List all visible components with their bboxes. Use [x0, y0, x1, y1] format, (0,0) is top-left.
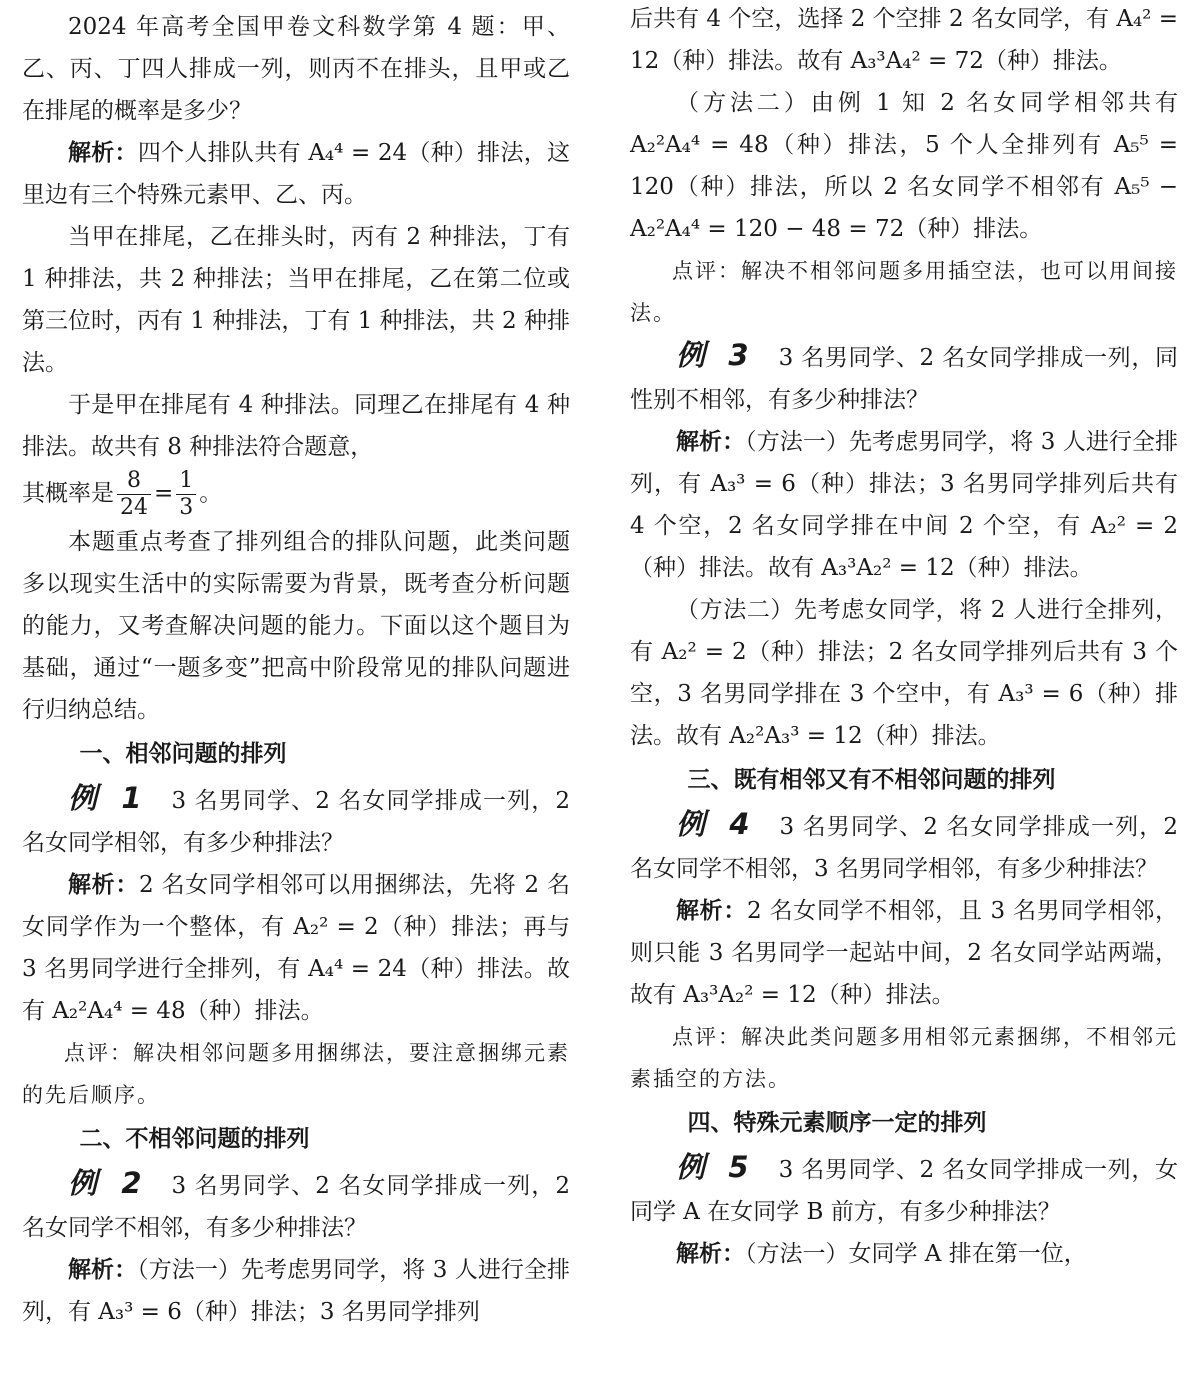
summary-paragraph: 本题重点考查了排列组合的排队问题，此类问题多以现实生活中的实际需要为背景，既考查分析问题的能力，又考查解决问题的能力。下面以这个题目为基础，通过“一题多变”把高中阶段常见的排队问题进行归纳总结。 — [22, 529, 570, 723]
example-text: 3 名男同学、2 名女同学排成一列，同性别不相邻，有多少种排法？ — [630, 345, 1178, 413]
section-heading-4: 四、特殊元素顺序一定的排列 — [687, 1110, 987, 1136]
solution-text: 2 名女同学不相邻，且 3 名男同学相邻，则只能 3 名男同学一起站中间，2 名女同学站两端，故有 A₃³A₂² = 12（种）排法。 — [630, 898, 1179, 1008]
solution-paragraph — [22, 132, 570, 216]
count-paragraph: 于是甲在排尾有 4 种排法。同理乙在排尾有 4 种排法。故共有 8 种排法符合题意， — [22, 392, 570, 460]
section-heading-3: 三、既有相邻又有不相邻问题的排列 — [687, 767, 1056, 793]
probability-line — [22, 468, 570, 521]
equals-sign: = — [154, 480, 174, 507]
example-title: 例 4 — [676, 807, 756, 841]
example-title: 例 1 — [68, 781, 148, 815]
example-text: 3 名男同学、2 名女同学排成一列，女同学 A 在女同学 B 前方，有多少种排法？ — [630, 1157, 1178, 1225]
solution-lead: 解析： — [68, 140, 138, 166]
example-1-note: 点评：解决相邻问题多用捆绑法，要注意捆绑元素的先后顺序。 — [22, 1041, 570, 1107]
left-column — [22, 6, 570, 1387]
example-2-solution — [22, 1249, 570, 1333]
example-text: 3 名男同学、2 名女同学排成一列，2 名女同学相邻，有多少种排法？ — [22, 788, 570, 856]
fraction-numerator: 8 — [117, 468, 151, 495]
example-title: 例 5 — [676, 1150, 755, 1184]
solution-lead: 解析： — [676, 1241, 745, 1267]
example-text: 3 名男同学、2 名女同学排成一列，2 名女同学不相邻，3 名男同学相邻，有多少种排法？ — [630, 814, 1178, 882]
example-4-solution — [630, 890, 1178, 1016]
example-title: 例 3 — [676, 338, 755, 372]
solution-lead: 解析： — [676, 898, 747, 924]
section-heading-2: 二、不相邻问题的排列 — [79, 1126, 310, 1152]
problem-paragraph: 2024 年高考全国甲卷文科数学第 4 题：甲、乙、丙、丁四人排成一列，则丙不在排头，且甲或乙在排尾的概率是多少？ — [22, 14, 570, 124]
fraction-1-over-3 — [176, 468, 196, 521]
example-5 — [630, 1146, 1178, 1233]
solution-text: （方法一）女同学 A 排在第一位， — [745, 1241, 1087, 1267]
example-title: 例 2 — [68, 1166, 148, 1200]
example-text: 3 名男同学、2 名女同学排成一列，2 名女同学不相邻，有多少种排法？ — [22, 1173, 570, 1241]
example-3 — [630, 334, 1178, 421]
right-column — [630, 0, 1178, 1387]
example-3-method-two: （方法二）先考虑女同学，将 2 人进行全排列，有 A₂² = 2（种）排法；2 名女同学排列后共有 3 个空，3 名男同学排在 3 个空中，有 A₃³ = 6（种）排法。故有 A₂²A₃³ = 12（种）排法。 — [630, 597, 1178, 749]
solution-text: 2 名女同学相邻可以用捆绑法，先将 2 名女同学作为一个整体，有 A₂² = 2（种）排法；再与 3 名男同学进行全排列，有 A₄⁴ = 24（种）排法。故有 A₂²A₄⁴ = 48（种）排法。 — [22, 872, 571, 1024]
solution-text: 四个人排队共有 A₄⁴ = 24（种）排法，这里边有三个特殊元素甲、乙、丙。 — [22, 140, 570, 208]
example-3-solution — [630, 421, 1178, 589]
probability-prefix: 其概率是 — [22, 480, 114, 507]
fraction-denominator: 3 — [179, 495, 194, 520]
example-1 — [22, 777, 570, 864]
solution-lead: 解析： — [68, 872, 139, 898]
method-two-paragraph: （方法二）由例 1 知 2 名女同学相邻共有 A₂²A₄⁴ = 48（种）排法，5 个人全排列有 A₅⁵ = 120（种）排法，所以 2 名女同学不相邻有 A₅⁵ − A₂²A₄⁴ = 120 − 48 = 72（种）排法。 — [630, 90, 1178, 242]
example-4 — [630, 803, 1178, 890]
example-2 — [22, 1162, 570, 1249]
fraction-8-over-24 — [117, 468, 151, 521]
solution-text: （方法一）先考虑男同学，将 3 人进行全排列，有 A₃³ = 6（种）排法；3 名男同学排列 — [22, 1257, 570, 1325]
case-paragraph: 当甲在排尾，乙在排头时，丙有 2 种排法，丁有 1 种排法，共 2 种排法；当甲在排尾，乙在第二位或第三位时，丙有 1 种排法，丁有 1 种排法，共 2 种排法。 — [22, 224, 570, 376]
continued-paragraph: 后共有 4 个空，选择 2 个空排 2 名女同学，有 A₄² = 12（种）排法。故有 A₃³A₄² = 72（种）排法。 — [630, 6, 1178, 74]
section-heading-1: 一、相邻问题的排列 — [79, 741, 287, 767]
example-1-solution — [22, 864, 570, 1032]
fraction-denominator: 24 — [120, 495, 148, 520]
fraction-numerator: 1 — [176, 468, 196, 495]
solution-lead: 解析： — [676, 429, 746, 455]
example-4-note: 点评：解决此类问题多用相邻元素捆绑，不相邻元素插空的方法。 — [630, 1025, 1178, 1091]
example-5-solution — [630, 1233, 1178, 1275]
period: 。 — [199, 480, 223, 507]
example-2-note: 点评：解决不相邻问题多用插空法，也可以用间接法。 — [630, 259, 1178, 325]
solution-text: （方法一）先考虑男同学，将 3 人进行全排列，有 A₃³ = 6（种）排法；3 名男同学排列后共有 4 个空，2 名女同学排在中间 2 个空，有 A₂² = 2（种）排法。故有 A₃³A₂² = 12（种）排法。 — [630, 429, 1178, 581]
solution-lead: 解析： — [68, 1257, 138, 1283]
